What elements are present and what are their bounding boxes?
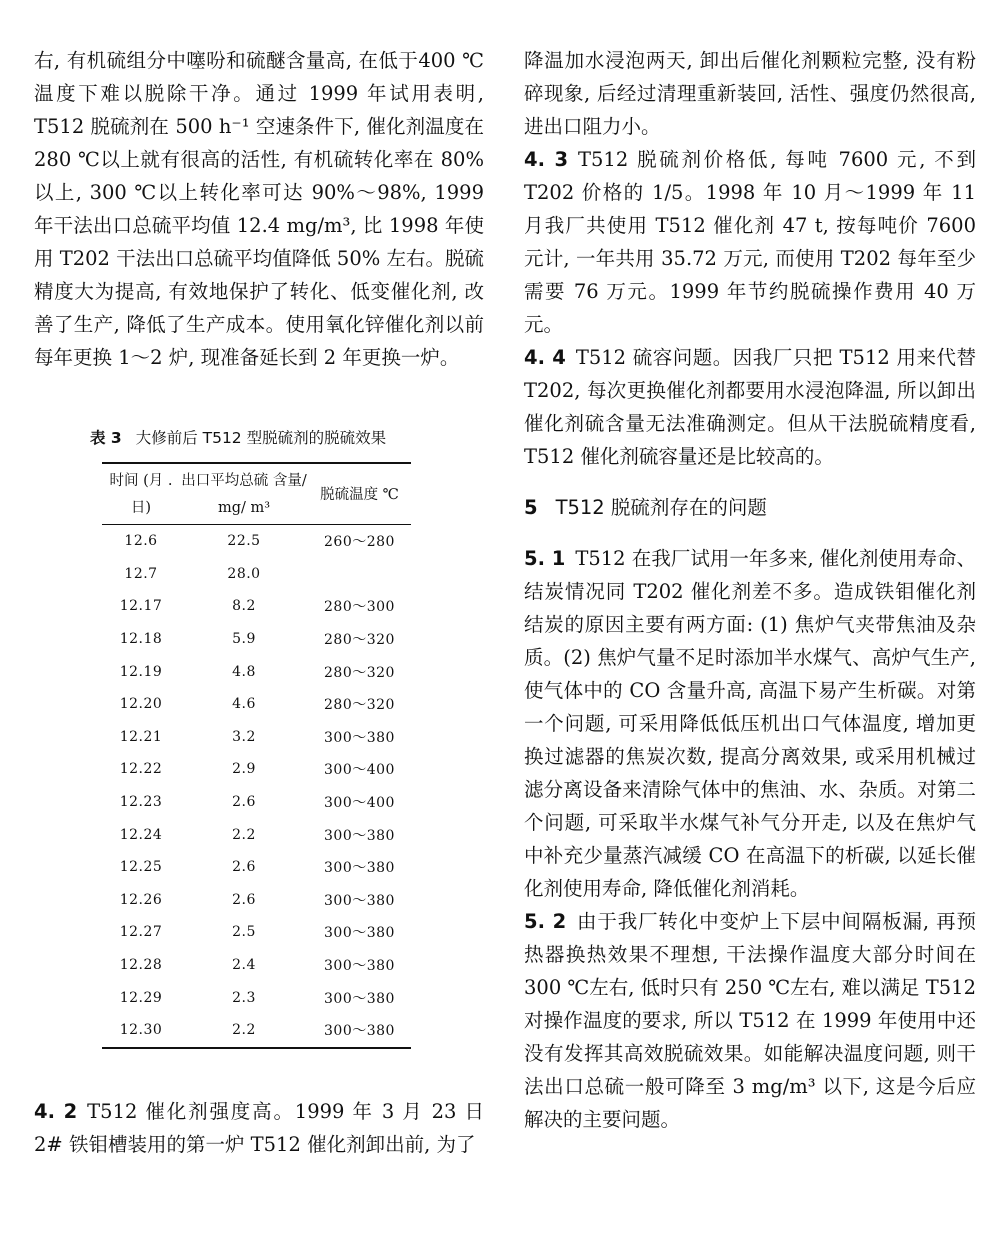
table-caption (90, 426, 484, 448)
table-row (102, 981, 411, 1014)
cell-temperature: 280～320 (324, 697, 395, 714)
table-row (102, 655, 411, 688)
header-temperature: 脱硫温度 ℃ (320, 486, 399, 503)
paragraph-4-4 (524, 341, 976, 473)
cell-outlet-sulfur: 5.9 (232, 631, 256, 648)
cell-outlet-sulfur: 2.5 (232, 924, 256, 941)
cell-date: 12.17 (119, 598, 163, 615)
cell-temperature: 280～320 (324, 664, 395, 681)
cell-date: 12.21 (119, 728, 163, 745)
table-title: 大修前后 T512 型脱硫剂的脱硫效果 (135, 429, 387, 447)
cell-date: 12.20 (119, 696, 163, 713)
table-row (102, 851, 411, 884)
cell-date: 12.23 (119, 794, 163, 811)
section-number: 5 (524, 496, 538, 519)
section-number: 4. 3 (524, 148, 569, 171)
cell-date: 12.30 (119, 1022, 163, 1039)
cell-date: 12.26 (119, 891, 163, 908)
cell-date: 12.28 (119, 957, 163, 974)
table-row (102, 525, 411, 558)
cell-outlet-sulfur: 2.2 (232, 1022, 256, 1039)
cell-temperature: 300～380 (324, 729, 395, 746)
cell-date: 12.7 (124, 565, 158, 582)
table-row (102, 558, 411, 591)
paragraph-4-2 (34, 1095, 484, 1161)
cell-outlet-sulfur: 2.6 (232, 859, 256, 876)
table-row (102, 916, 411, 949)
section-number: 5. 1 (524, 547, 566, 570)
table-row (102, 1014, 411, 1048)
cell-outlet-sulfur: 4.6 (232, 696, 256, 713)
cell-date: 12.29 (119, 989, 163, 1006)
cell-temperature: 300～380 (324, 860, 395, 877)
cell-temperature: 260～280 (324, 534, 395, 551)
paragraph-text: T512 在我厂试用一年多来, 催化剂使用寿命、结炭情况同 T202 催化剂差不多。造成铁钼催化剂结炭的原因主要有两方面: (1) 焦炉气夹带焦油及杂质。(2) 焦炉气量不足时添加半水煤气、高炉气生产, 使气体中的 CO 含量升高, 高温下易产生析碳。对第一个问题, 可采用降低低压机出口气体温度, 增加更换过滤器的焦炭次数, 提高分离效果, 或采用机械过滤分离设备来清除气体中的焦油、水、杂质。对第二个问题, 可采取半水煤气补气分开走, 以及在焦炉气中补充少量蒸汽减缓 CO 在高温下的析碳, 以延长催化剂使用寿命, 降低催化剂消耗。 (524, 547, 976, 900)
cell-temperature: 300～400 (324, 795, 395, 812)
table-row (102, 884, 411, 917)
cell-temperature: 280～320 (324, 632, 395, 649)
cell-date: 12.19 (119, 663, 163, 680)
paragraph-text: 由于我厂转化中变炉上下层中间隔板漏, 再预热器换热效果不理想, 干法操作温度大部分时间在 300 ℃左右, 低时只有 250 ℃左右, 难以满足 T512 对操作温度的要求, 所以 T512 在 1999 年使用中还没有发挥其高效脱硫效果。如能解决温度问题, 则干法出口总硫一般可降至 3 mg/m³ 以下, 这是今后应解决的主要问题。 (524, 910, 976, 1131)
cell-outlet-sulfur: 4.8 (232, 663, 256, 680)
section-number: 5. 2 (524, 910, 567, 933)
cell-temperature (308, 558, 411, 591)
table-row (102, 818, 411, 851)
paragraph-text: T512 脱硫剂价格低, 每吨 7600 元, 不到 T202 价格的 1/5。1998 年 10 月～1999 年 11 月我厂共使用 T512 催化剂 47 t, 按每吨价 7600 元计, 一年共用 35.72 万元, 而使用 T202 每年至少需要 76 万元。1999 年节约脱硫操作费用 40 万元。 (524, 148, 976, 336)
cell-outlet-sulfur: 8.2 (232, 598, 256, 615)
table-row (102, 721, 411, 754)
paragraph-text: T512 硫容问题。因我厂只把 T512 用来代替 T202, 每次更换催化剂都要用水浸泡降温, 所以卸出催化剂硫含量无法准确测定。但从干法脱硫精度看, T512 催化剂硫容量还是比较高的。 (524, 346, 976, 468)
cell-temperature: 300～380 (324, 827, 395, 844)
cell-outlet-sulfur: 2.9 (232, 761, 256, 778)
table-row (102, 949, 411, 982)
table-row (102, 623, 411, 656)
table-row (102, 786, 411, 819)
cell-outlet-sulfur: 28.0 (227, 565, 261, 582)
cell-date: 12.24 (119, 826, 163, 843)
left-column (34, 44, 484, 1161)
cell-temperature: 300～380 (324, 892, 395, 909)
cell-date: 12.27 (119, 924, 163, 941)
section-title: T512 脱硫剂存在的问题 (555, 496, 767, 519)
header-time: 时间 (月 . 日) (109, 473, 173, 516)
paragraph-continuation: 降温加水浸泡两天, 卸出后催化剂颗粒完整, 没有粉碎现象, 后经过清理重新装回, 活性、强度仍然很高, 进出口阻力小。 (524, 49, 976, 138)
cell-outlet-sulfur: 22.5 (227, 533, 261, 550)
table-row (102, 590, 411, 623)
cell-outlet-sulfur: 2.6 (232, 891, 256, 908)
cell-date: 12.25 (119, 859, 163, 876)
paragraph-4-3 (524, 143, 976, 341)
cell-temperature: 280～300 (324, 599, 395, 616)
section-number: 4. 2 (34, 1099, 78, 1123)
section-number: 4. 4 (524, 346, 566, 369)
table-row (102, 753, 411, 786)
paragraph-5-1 (524, 542, 976, 905)
cell-temperature: 300～380 (324, 925, 395, 942)
table-row (102, 688, 411, 721)
cell-temperature: 300～380 (324, 958, 395, 975)
paragraph-text: T512 催化剂强度高。1999 年 3 月 23 日 2# 铁钼槽装用的第一炉 T512 催化剂卸出前, 为了 (34, 1099, 484, 1156)
cell-temperature: 300～380 (324, 1023, 395, 1040)
cell-date: 12.6 (124, 533, 158, 550)
cell-date: 12.18 (119, 631, 163, 648)
cell-temperature: 300～380 (324, 990, 395, 1007)
paragraph-conversion-results: 右, 有机硫组分中噻吩和硫醚含量高, 在低于400 ℃温度下难以脱除干净。通过 1999 年试用表明, T512 脱硫剂在 500 h⁻¹ 空速条件下, 催化剂温度在 280 ℃以上就有很高的活性, 有机硫转化率在 80% 以上, 300 ℃以上转化率可达 90%～98%, 1999 年干法出口总硫平均值 12.4 mg/m³, 比 1998 年使用 T202 干法出口总硫平均值降低 50% 左右。脱硫精度大为提高, 有效地保护了转化、低变催化剂, 改善了生产, 降低了生产成本。使用氧化锌催化剂以前每年更换 1～2 炉, 现准备延长到 2 年更换一炉。 (34, 49, 484, 369)
cell-outlet-sulfur: 2.4 (232, 957, 256, 974)
table-body (102, 525, 411, 1048)
cell-outlet-sulfur: 2.3 (232, 989, 256, 1006)
table-header-row (102, 463, 411, 525)
cell-date: 12.22 (119, 761, 163, 778)
desulfurization-table (102, 462, 411, 1049)
section-5-heading (524, 491, 976, 524)
cell-outlet-sulfur: 3.2 (232, 728, 256, 745)
paragraph-5-2 (524, 905, 976, 1136)
cell-outlet-sulfur: 2.2 (232, 826, 256, 843)
cell-outlet-sulfur: 2.6 (232, 794, 256, 811)
right-column (524, 44, 976, 1136)
header-outlet-sulfur: 出口平均总硫 含量/ mg/ m³ (181, 473, 307, 516)
table-number: 表 3 (90, 429, 122, 447)
cell-temperature: 300～400 (324, 762, 395, 779)
